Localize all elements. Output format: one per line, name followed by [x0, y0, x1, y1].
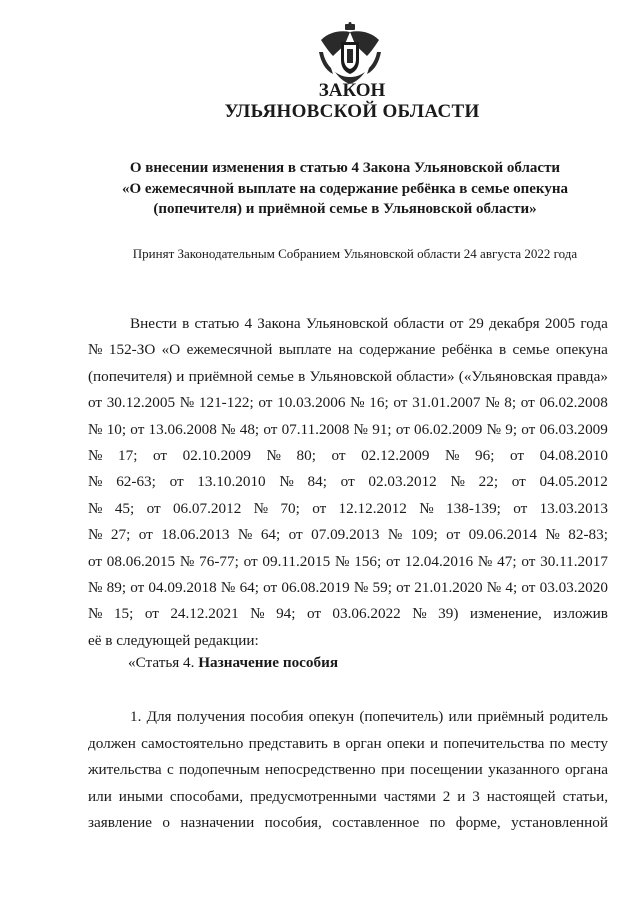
word: от — [138, 526, 153, 544]
word: от — [88, 552, 103, 570]
word: 91; — [372, 420, 392, 438]
word: области» — [396, 367, 455, 385]
word: 138-139; — [446, 499, 501, 517]
text-line — [88, 368, 608, 386]
word: на — [337, 341, 353, 359]
word: орган — [345, 734, 382, 752]
title-line: О внесении изменения в статью 4 Закона Ульяновской области — [129, 160, 561, 176]
word: от — [340, 473, 355, 491]
word: 152-ЗО — [108, 341, 156, 359]
word: № — [221, 420, 236, 438]
word: 59; — [372, 579, 392, 596]
word: 70; — [280, 499, 300, 517]
word: частями — [383, 787, 436, 805]
word: 04.08.2010 — [539, 447, 608, 464]
word: получения — [176, 708, 246, 725]
word: с — [166, 761, 174, 779]
word: 21.01.2020 — [414, 579, 483, 596]
word: 06.07.2012 — [172, 499, 242, 517]
text-line — [88, 500, 608, 518]
word: настоящей — [486, 787, 556, 805]
word: посещении — [410, 761, 483, 779]
word: семье — [256, 367, 294, 385]
word: от — [446, 526, 461, 544]
word: от — [521, 552, 536, 570]
word: от — [130, 579, 145, 596]
law-heading: ЗАКОН — [318, 80, 386, 101]
word: попечительства — [443, 734, 545, 752]
word: от — [393, 394, 408, 412]
law-title — [60, 158, 630, 220]
word: 06.02.2009 — [414, 420, 483, 438]
word: и — [176, 367, 185, 385]
word: форме, — [455, 814, 501, 832]
word: опекун — [308, 708, 355, 725]
title-line: «О ежемесячной выплате на содержание ребёнка в семье опекуна — [121, 180, 568, 197]
word: по — [549, 734, 566, 752]
word: 89; — [106, 579, 127, 596]
word: о — [162, 814, 170, 832]
text-line — [88, 473, 608, 491]
word: 06.08.2019 — [281, 579, 350, 596]
word: 96; — [475, 447, 495, 464]
word: 07.09.2013 — [311, 526, 380, 544]
word: предусмотренными — [249, 787, 377, 805]
word: № — [412, 605, 427, 623]
word: от — [520, 394, 535, 412]
word: № — [444, 447, 460, 464]
word: № — [88, 473, 103, 491]
word: № — [419, 499, 434, 517]
word: от — [144, 605, 159, 623]
word: от — [288, 526, 303, 544]
word: месту — [570, 734, 608, 752]
text-line — [88, 526, 608, 544]
word: правда» — [556, 367, 608, 385]
word: 09.06.2014 — [468, 526, 537, 544]
word: 13.06.2008 — [148, 420, 217, 438]
word: 30.11.2017 — [540, 552, 608, 570]
word: подопечным — [179, 761, 260, 779]
word: от — [263, 420, 278, 438]
word: декабря — [489, 315, 540, 332]
word: № — [88, 579, 103, 596]
word: № — [88, 341, 103, 359]
word: приёмной — [188, 367, 253, 385]
word: 47; — [497, 552, 517, 570]
word: 02.12.2009 — [361, 447, 430, 464]
word: № — [477, 552, 493, 570]
word: № — [353, 420, 369, 438]
word: 10.03.2006 — [277, 394, 346, 412]
word: № — [350, 394, 365, 412]
word: № — [486, 579, 502, 596]
word: способами, — [169, 787, 244, 805]
region-heading: УЛЬЯНОВСКОЙ ОБЛАСТИ — [224, 101, 480, 122]
word: органа — [564, 761, 608, 779]
adoption-note: Принят Законодательным Собранием Ульяновской области 24 августа 2022 года — [132, 246, 578, 261]
word: 07.11.2008 — [281, 420, 350, 438]
word: жительства — [88, 761, 162, 779]
word: (попечителя) — [88, 367, 173, 385]
word: статью — [194, 315, 240, 332]
word: № — [334, 552, 350, 570]
text-line — [88, 394, 608, 412]
word: 84; — [307, 473, 327, 491]
word: семье — [512, 341, 550, 359]
word: 121-122; — [198, 394, 254, 412]
word: пособия — [250, 708, 304, 725]
word: от — [306, 605, 321, 623]
word: 8; — [504, 394, 517, 412]
word: 29 — [468, 315, 484, 332]
word: 62-63; — [116, 473, 156, 491]
text-line — [130, 315, 608, 333]
word: 4; — [505, 579, 518, 596]
word: и — [457, 787, 466, 805]
article-title: Назначение пособия — [198, 654, 339, 671]
word: от — [509, 447, 525, 464]
word: 02.03.2012 — [368, 473, 437, 491]
word: № — [179, 394, 195, 412]
word: № — [353, 579, 369, 596]
word: 02.10.2009 — [182, 447, 251, 464]
word: установленной — [511, 814, 608, 832]
word: приёмный — [477, 708, 545, 725]
word: 76-77; — [199, 552, 239, 570]
text-line — [88, 761, 608, 779]
word: от — [258, 394, 273, 412]
word: 94; — [276, 605, 296, 623]
word: от — [263, 579, 278, 596]
word: 82-83; — [568, 526, 608, 544]
word: № — [486, 420, 502, 438]
word: Ульяновской — [305, 315, 389, 332]
word: от — [243, 552, 258, 570]
word: № — [545, 526, 560, 544]
word: (попечитель) — [359, 708, 444, 725]
word: от — [169, 473, 184, 491]
word: и — [430, 734, 439, 752]
word: по — [429, 814, 446, 832]
word: или — [448, 708, 473, 725]
text-line — [88, 735, 608, 753]
word: № — [250, 605, 265, 623]
word: № — [485, 394, 500, 412]
word: 80; — [296, 447, 316, 464]
word: опекуна — [555, 341, 608, 359]
word: представить — [248, 734, 328, 752]
word: 04.05.2012 — [539, 473, 608, 491]
word: назначении — [180, 814, 255, 832]
word: составленное — [332, 814, 420, 832]
word: области — [393, 315, 445, 332]
word: Закона — [257, 315, 301, 332]
word: 48; — [239, 420, 260, 438]
word: в — [498, 341, 507, 359]
word: от — [521, 579, 536, 596]
word: Для — [146, 708, 172, 725]
word: 1. — [130, 708, 142, 725]
text-line — [88, 814, 608, 832]
word: содержание — [359, 341, 436, 359]
word: 9; — [505, 420, 518, 438]
word: № — [253, 499, 269, 517]
word: 16; — [369, 394, 389, 412]
word: 17; — [118, 447, 138, 464]
word: от — [130, 420, 145, 438]
word: от — [312, 499, 327, 517]
word: от — [146, 499, 161, 517]
word: изложив — [553, 605, 608, 623]
word: 04.09.2018 — [148, 579, 217, 596]
word: № — [88, 420, 103, 438]
word: 27; — [110, 526, 131, 544]
word: 09.11.2015 — [262, 552, 331, 570]
word: или — [88, 787, 112, 805]
word: № — [88, 526, 103, 544]
word: изменение, — [469, 605, 542, 623]
text-line — [88, 421, 608, 439]
word: № — [237, 526, 253, 544]
article-prefix: «Статья 4. — [128, 654, 195, 671]
word: 4 — [244, 315, 253, 332]
word: её в следующей редакции: — [88, 631, 259, 649]
word: Внести — [130, 315, 177, 332]
word: при — [380, 761, 405, 779]
text-line — [88, 341, 608, 359]
word: от — [395, 420, 410, 438]
word: родитель — [549, 708, 608, 725]
word: 109; — [410, 526, 438, 544]
word: 12.12.2012 — [338, 499, 407, 517]
word: 12.04.2016 — [404, 552, 474, 570]
word: № — [387, 526, 403, 544]
word: пособия, — [264, 814, 322, 832]
word: № — [88, 499, 103, 517]
word: 31.01.2007 — [412, 394, 481, 412]
word: в — [332, 734, 341, 752]
word: в — [298, 367, 306, 385]
word: 156; — [354, 552, 382, 570]
word: ребёнка — [441, 341, 493, 359]
word: года — [580, 315, 608, 332]
word: 64; — [239, 579, 259, 596]
word: 2 — [442, 787, 451, 805]
word: заявление — [88, 814, 153, 832]
text-line — [88, 447, 608, 465]
word: 30.12.2005 — [106, 394, 176, 412]
article-heading — [128, 654, 338, 672]
word: № — [266, 447, 281, 464]
word: № — [279, 473, 294, 491]
word: № — [220, 579, 236, 596]
word: 15; — [113, 605, 134, 623]
word: 08.06.2015 — [106, 552, 176, 570]
word: от — [153, 447, 168, 464]
word: 39) — [438, 605, 459, 623]
word: указанного — [488, 761, 560, 779]
word: опеки — [386, 734, 425, 752]
text-line — [88, 788, 608, 806]
word: 10; — [106, 420, 127, 438]
word: от — [449, 315, 464, 332]
word: 2005 — [544, 315, 576, 332]
word: 06.03.2009 — [539, 420, 608, 438]
word: самостоятельно — [141, 734, 244, 752]
word: («Ульяновская — [458, 367, 553, 385]
word: 64; — [260, 526, 281, 544]
word: 45; — [114, 499, 135, 517]
word: должен — [88, 734, 136, 752]
word: 06.02.2008 — [539, 394, 608, 412]
word: 3 — [472, 787, 480, 805]
text-line — [130, 708, 608, 726]
word: от — [385, 552, 401, 570]
word: 13.03.2013 — [539, 499, 608, 517]
word: № — [88, 605, 103, 623]
word: от — [88, 394, 103, 412]
word: ежемесячной — [186, 341, 273, 359]
word: 18.06.2013 — [161, 526, 230, 544]
word: в — [182, 315, 190, 332]
word: иными — [118, 787, 163, 805]
coat-of-arms-icon — [315, 22, 385, 86]
word: от — [396, 579, 411, 596]
word: № — [179, 552, 195, 570]
text-line — [88, 579, 608, 597]
word: 03.06.2022 — [332, 605, 401, 623]
word: 13.10.2010 — [197, 473, 266, 491]
text-line — [88, 553, 608, 571]
word: «О — [161, 341, 181, 359]
word: 22; — [478, 473, 499, 491]
word: 03.03.2020 — [539, 579, 608, 596]
word: от — [513, 499, 528, 517]
word: выплате — [278, 341, 332, 359]
word: 24.12.2021 — [170, 605, 239, 623]
word: от — [331, 447, 346, 464]
title-line: (попечителя) и приёмной семье в Ульяновской области» — [153, 201, 537, 217]
text-line — [88, 605, 608, 623]
word: непосредственно — [265, 761, 376, 779]
word: статьи, — [562, 787, 608, 805]
word: № — [88, 447, 103, 464]
word: № — [450, 473, 465, 491]
word: от — [511, 473, 526, 491]
word: Ульяновской — [309, 367, 392, 385]
word: от — [521, 420, 536, 438]
text-line — [88, 632, 608, 650]
